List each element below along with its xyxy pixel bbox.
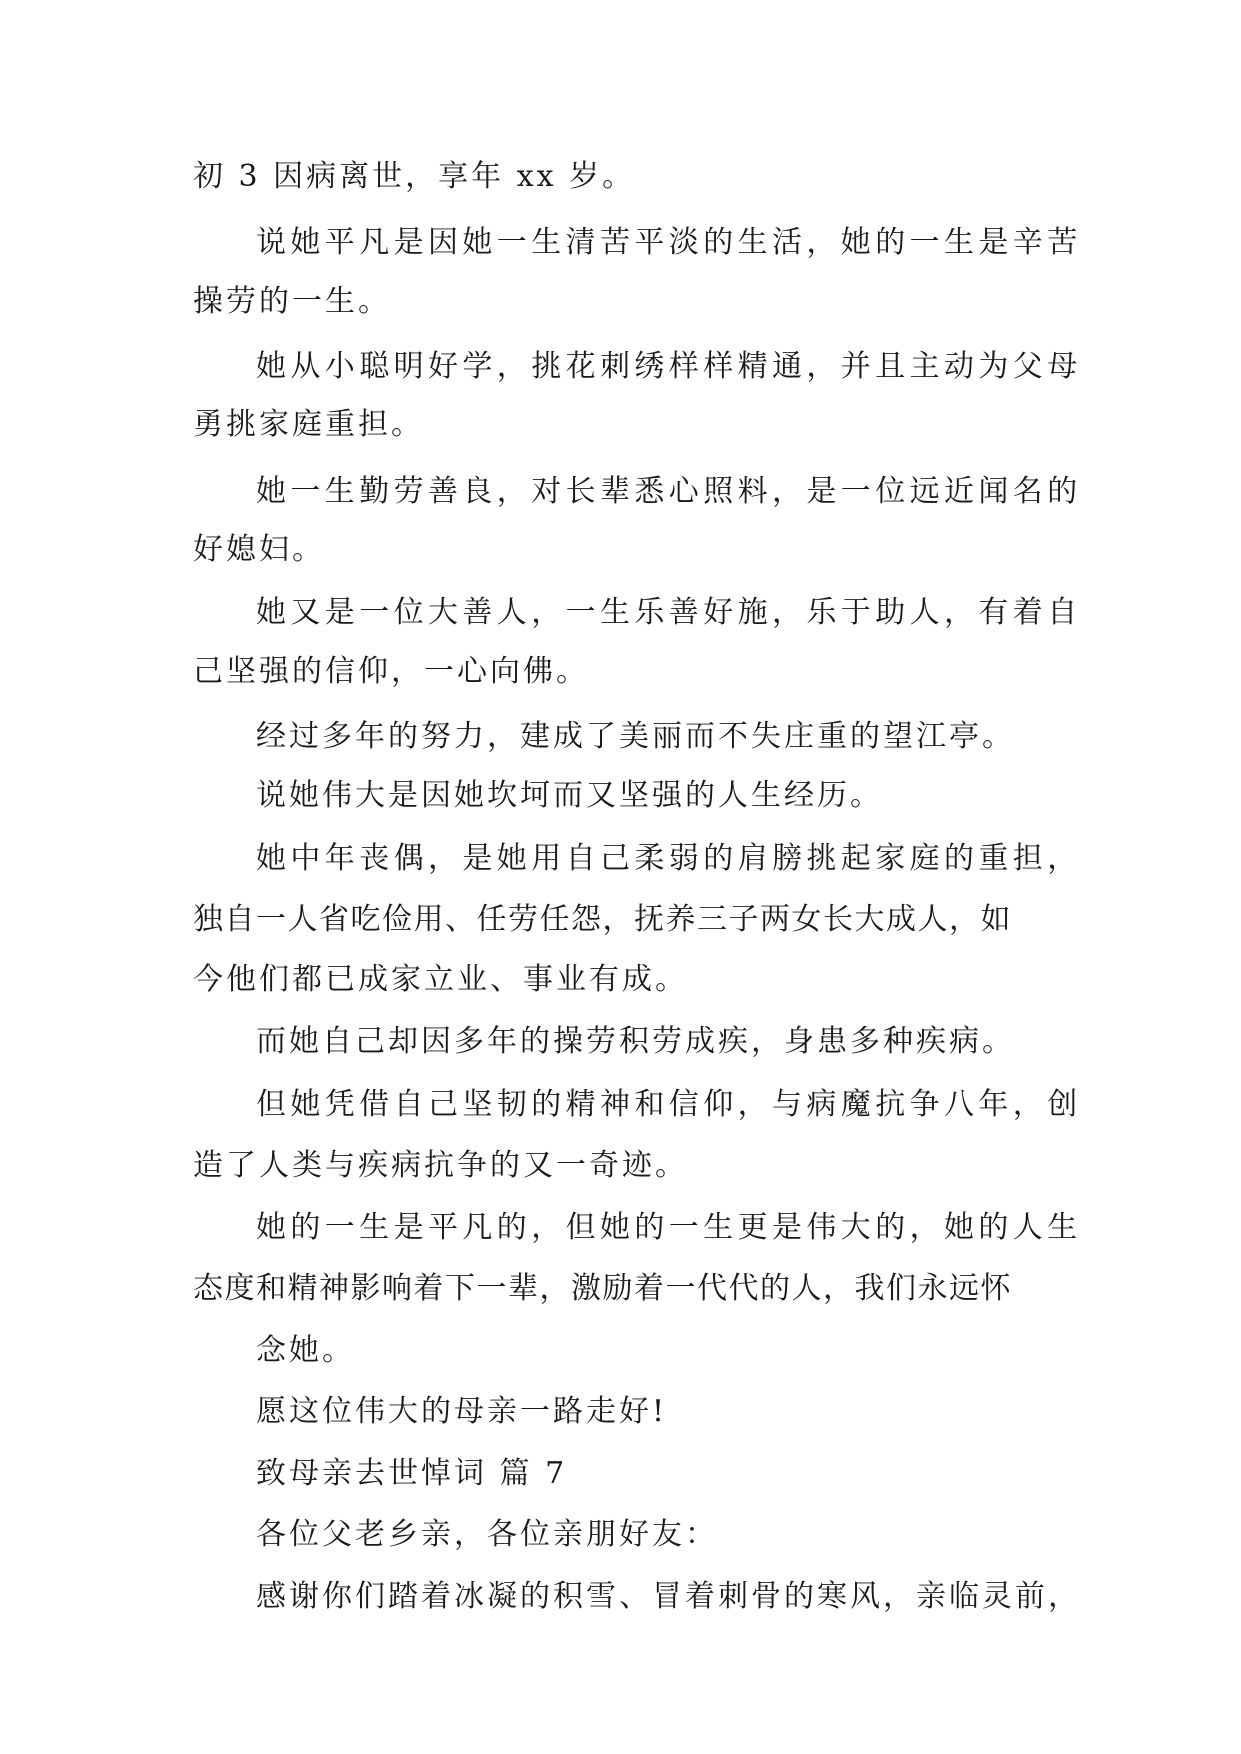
text-line: 但她凭借自己坚韧的精神和信仰，与病魔抗争八年，创 bbox=[256, 1087, 1082, 1122]
text-line: 造了人类与疾病抗争的又一奇迹。 bbox=[193, 1148, 688, 1183]
text-line: 而她自己却因多年的操劳积劳成疾，身患多种疾病。 bbox=[256, 1024, 1015, 1059]
text-line: 她从小聪明好学，挑花刺绣样样精通，并且主动为父母 bbox=[256, 349, 1082, 384]
text-line: 说她伟大是因她坎坷而又坚强的人生经历。 bbox=[256, 778, 883, 813]
text-line: 她中年丧偶，是她用自己柔弱的肩膀挑起家庭的重担， bbox=[256, 841, 1082, 876]
text-line: 今他们都已成家立业、事业有成。 bbox=[193, 962, 688, 997]
text-line: 勇挑家庭重担。 bbox=[193, 407, 424, 442]
text-line: 她一生勤劳善良，对长辈悉心照料，是一位远近闻名的 bbox=[256, 474, 1082, 509]
text-line: 独自一人省吃俭用、任劳任怨，抚养三子两女长大成人，如 bbox=[193, 902, 1012, 937]
text-line: 各位父老乡亲，各位亲朋好友： bbox=[256, 1517, 718, 1552]
text-line: 愿这位伟大的母亲一路走好! bbox=[256, 1394, 668, 1429]
text-line: 经过多年的努力，建成了美丽而不失庄重的望江亭。 bbox=[256, 719, 1015, 754]
text-line: 态度和精神影响着下一辈，激励着一代代的人，我们永远怀 bbox=[193, 1271, 1012, 1306]
text-line: 她的一生是平凡的，但她的一生更是伟大的，她的人生 bbox=[256, 1210, 1082, 1245]
text-line: 己坚强的信仰，一心向佛。 bbox=[193, 654, 589, 689]
text-line: 好媳妇。 bbox=[193, 532, 325, 567]
text-line: 感谢你们踏着冰凝的积雪、冒着刺骨的寒风，亲临灵前， bbox=[256, 1579, 1081, 1614]
text-line: 念她。 bbox=[256, 1333, 355, 1368]
text-line: 初 3 因病离世，享年 xx 岁。 bbox=[193, 159, 636, 194]
section-heading: 致母亲去世悼词 篇 7 bbox=[256, 1456, 568, 1491]
text-line: 操劳的一生。 bbox=[193, 284, 391, 319]
text-line: 她又是一位大善人，一生乐善好施，乐于助人，有着自 bbox=[256, 595, 1082, 630]
text-line: 说她平凡是因她一生清苦平淡的生活，她的一生是辛苦 bbox=[256, 225, 1082, 260]
